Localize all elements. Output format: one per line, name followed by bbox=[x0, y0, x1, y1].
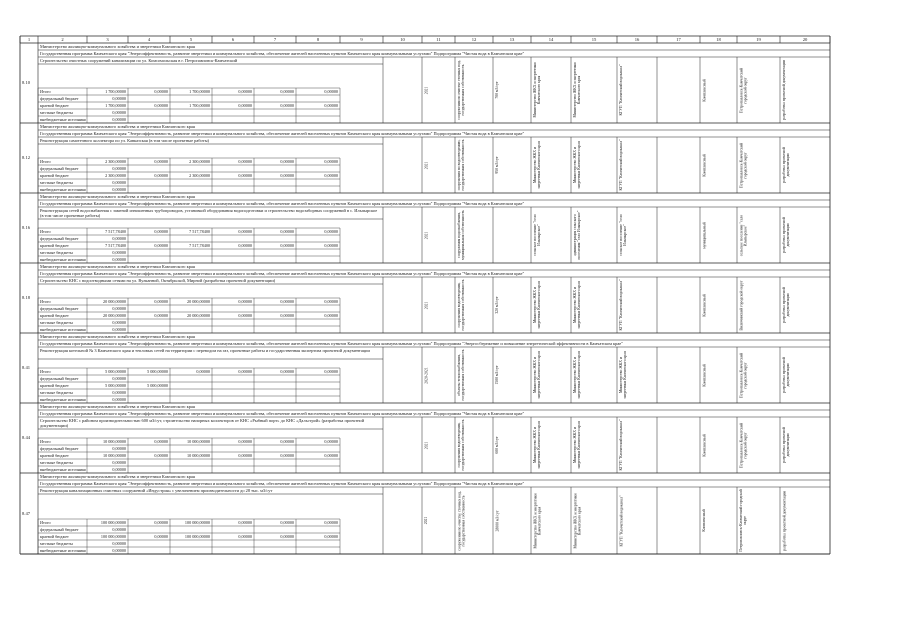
status-cell: разработка проектной документации bbox=[782, 217, 791, 253]
year-cell: 2021 bbox=[424, 86, 428, 94]
funding-amount: 5 000,00000 bbox=[105, 383, 126, 388]
column-number-header: 6 bbox=[231, 37, 235, 42]
funding-source-label: местные бюджеты bbox=[40, 320, 73, 325]
builder-cell: КГУП "Камчатский водоканал" bbox=[619, 494, 623, 547]
column-number-header: 2 bbox=[61, 37, 64, 42]
funding-amount: 10 000,00000 bbox=[102, 439, 126, 444]
column-number-header: 12 bbox=[471, 37, 477, 42]
year-cell: 2021 bbox=[424, 441, 428, 449]
funding-source-label: Итого bbox=[40, 439, 51, 444]
funding-amount: 10 000,00000 bbox=[186, 453, 210, 458]
capacity-cell: 950 м3/сут bbox=[495, 156, 499, 174]
funding-amount: 0,00000 bbox=[238, 453, 252, 458]
object-name: Реконструкция самотечного коллектора по ул. Кавказская (в том числе проектные работы) bbox=[40, 138, 210, 143]
ministry-title: Министерство жилищно-коммунального хозяйства и энергетики Камчатского края bbox=[40, 404, 195, 409]
funding-source-label: внебюджетные источники bbox=[40, 187, 86, 192]
operator-cell: Комплексный bbox=[702, 293, 706, 317]
funding-source-label: внебюджетные источники bbox=[40, 257, 86, 262]
funding-amount: 0,00000 bbox=[112, 187, 126, 192]
customer-cell: Министерство ЖКХ и энергетики Камчатского края bbox=[533, 62, 542, 118]
funding-amount: 0,00000 bbox=[280, 313, 294, 318]
funding-amount: 0,00000 bbox=[324, 243, 338, 248]
status-cell: разработка проектной документации bbox=[782, 357, 791, 393]
developer-cell: Министерство ЖКХ и энергетики Камчатского края bbox=[573, 351, 582, 399]
ministry-title: Министерство жилищно-коммунального хозяйства и энергетики Камчатского края bbox=[40, 334, 195, 339]
funding-amount: 0,00000 bbox=[324, 439, 338, 444]
developer-cell: Министерство ЖКХ и энергетики Камчатского края bbox=[573, 62, 582, 118]
year-cell: 2021 bbox=[424, 161, 428, 169]
funding-amount: 2 300,00000 bbox=[105, 159, 126, 164]
operator-cell: Комплексный bbox=[702, 78, 706, 102]
funding-amount: 0,00000 bbox=[154, 453, 168, 458]
program-title: Государственная программа Камчатского края "Энергоэффективность, развитие энергетики и коммунального хозяйства, обеспечение жителей населенных пунктов Камчатского края коммунальными услугами" Подпрограмма "Чистая вода в Камчатском крае" bbox=[40, 271, 525, 276]
capacity-cell: 28000 м3/сут bbox=[495, 510, 499, 531]
operator-cell: Комплексный bbox=[702, 363, 706, 387]
customer-cell: Министерство ЖКХ и энергетики Камчатского края bbox=[533, 493, 542, 548]
developer-cell: администрация сельского поселения "село Ильпырское" bbox=[573, 210, 582, 260]
funding-amount: 0,00000 bbox=[196, 369, 210, 374]
program-title: Государственная программа Камчатского края "Энергоэффективность, развитие энергетики и коммунального хозяйства, обеспечение жителей населенных пунктов Камчатского края коммунальными услугами" Подпрограмма "Энергосбережение и повышение энергетической эффективности в Камчатском крае" bbox=[40, 341, 624, 346]
status-cell: разработка проектной документации bbox=[782, 147, 791, 183]
column-number-header: 13 bbox=[509, 37, 515, 42]
purpose-cell: сооружения по очистке сточных вод, государственная собственность bbox=[457, 60, 466, 120]
municipality-cell: Петропавловск-Камчатский городской округ bbox=[739, 489, 748, 552]
municipality-cell: Петропавловск-Камчатский городской округ bbox=[739, 142, 748, 188]
ministry-title: Министерство жилищно-коммунального хозяйства и энергетики Камчатского края bbox=[40, 44, 195, 49]
column-number-header: 19 bbox=[756, 37, 761, 42]
row-number: 8.41 bbox=[22, 365, 31, 370]
funding-source-label: федеральный бюджет bbox=[40, 306, 79, 311]
funding-amount: 0,00000 bbox=[112, 320, 126, 325]
funding-amount: 0,00000 bbox=[112, 117, 126, 122]
column-number-header: 5 bbox=[189, 37, 193, 42]
capacity-cell: 1500 м3/сут bbox=[495, 365, 499, 385]
funding-source-label: Итого bbox=[40, 229, 51, 234]
ministry-title: Министерство жилищно-коммунального хозяйства и энергетики Камчатского края bbox=[40, 124, 195, 129]
municipality-cell: сельское поселение "село Ильпырское" bbox=[739, 214, 748, 256]
funding-source-label: Итого bbox=[40, 520, 51, 525]
funding-amount: 0,00000 bbox=[324, 173, 338, 178]
column-number-header: 1 bbox=[27, 37, 31, 42]
program-title: Государственная программа Камчатского края "Энергоэффективность, развитие энергетики и коммунального хозяйства, обеспечение жителей населенных пунктов Камчатского края коммунальными услугами" Подпрограмма "Чистая вода в Камчатском крае" bbox=[40, 51, 525, 56]
funding-amount: 0,00000 bbox=[112, 236, 126, 241]
funding-amount: 0,00000 bbox=[112, 96, 126, 101]
column-number-header: 8 bbox=[316, 37, 320, 42]
funding-source-label: местные бюджеты bbox=[40, 110, 73, 115]
funding-source-label: местные бюджеты bbox=[40, 541, 73, 546]
funding-amount: 0,00000 bbox=[280, 89, 294, 94]
funding-source-label: краевой бюджет bbox=[40, 383, 69, 388]
funding-amount: 0,00000 bbox=[238, 369, 252, 374]
capacity-cell: 700 м3/сут bbox=[495, 81, 499, 99]
funding-amount: 20 000,00000 bbox=[186, 313, 210, 318]
funding-amount: 0,00000 bbox=[280, 103, 294, 108]
funding-amount: 0,00000 bbox=[324, 313, 338, 318]
funding-amount: 0,00000 bbox=[112, 306, 126, 311]
object-name: Строительство очистных сооружений канализации по ул. Комсомольская в г. Петропавловск-Камчатский bbox=[40, 58, 238, 63]
funding-amount: 0,00000 bbox=[112, 460, 126, 465]
funding-amount: 0,00000 bbox=[238, 89, 252, 94]
funding-source-label: краевой бюджет bbox=[40, 103, 69, 108]
column-number-header: 18 bbox=[716, 37, 721, 42]
purpose-cell: объекты теплоснабжения, государственная собственность bbox=[457, 349, 466, 401]
funding-source-label: федеральный бюджет bbox=[40, 166, 79, 171]
funding-amount: 1 700,00000 bbox=[189, 103, 210, 108]
funding-amount: 0,00000 bbox=[280, 453, 294, 458]
funding-source-label: федеральный бюджет bbox=[40, 376, 79, 381]
funding-amount: 0,00000 bbox=[112, 110, 126, 115]
funding-source-label: краевой бюджет bbox=[40, 534, 69, 539]
municipality-cell: Вилючинский городской округ bbox=[739, 280, 743, 330]
funding-amount: 2 300,00000 bbox=[105, 173, 126, 178]
funding-amount: 0,00000 bbox=[324, 103, 338, 108]
funding-amount: 0,00000 bbox=[238, 520, 252, 525]
customer-cell: Министерство ЖКХ и энергетики Камчатского края bbox=[533, 351, 542, 399]
funding-amount: 0,00000 bbox=[238, 159, 252, 164]
funding-amount: 0,00000 bbox=[112, 446, 126, 451]
funding-amount: 0,00000 bbox=[112, 180, 126, 185]
funding-amount: 0,00000 bbox=[112, 250, 126, 255]
column-number-header: 11 bbox=[436, 37, 441, 42]
capacity-cell: 600 м3/сут bbox=[495, 436, 499, 454]
capacity-cell: 320 м3/сут bbox=[495, 296, 499, 314]
funding-amount: 0,00000 bbox=[112, 390, 126, 395]
funding-amount: 0,00000 bbox=[238, 299, 252, 304]
purpose-cell: сооружения водоотведения, государственная собственность bbox=[457, 419, 466, 471]
customer-cell: Министерство ЖКХ и энергетики Камчатского края bbox=[533, 281, 542, 329]
status-cell: разработка проектной документации bbox=[782, 427, 791, 463]
column-number-header: 7 bbox=[273, 37, 277, 42]
year-cell: 2020-2021 bbox=[424, 366, 428, 384]
builder-cell: Министерство ЖКХ и энергетики Камчатского края bbox=[619, 351, 628, 399]
funding-amount: 0,00000 bbox=[154, 439, 168, 444]
column-number-header: 10 bbox=[400, 37, 405, 42]
funding-source-label: внебюджетные источники bbox=[40, 397, 86, 402]
status-cell: разработка проектной документации bbox=[782, 60, 786, 120]
ministry-title: Министерство жилищно-коммунального хозяйства и энергетики Камчатского края bbox=[40, 474, 195, 479]
funding-amount: 0,00000 bbox=[280, 369, 294, 374]
column-number-header: 20 bbox=[802, 37, 808, 42]
funding-amount: 0,00000 bbox=[324, 229, 338, 234]
developer-cell: Министерство ЖКХ и энергетики Камчатского края bbox=[573, 141, 582, 189]
column-number-header: 16 bbox=[634, 37, 640, 42]
funding-amount: 0,00000 bbox=[324, 453, 338, 458]
builder-cell: КГУП "Камчатский водоканал" bbox=[619, 139, 623, 191]
funding-source-label: федеральный бюджет bbox=[40, 446, 79, 451]
funding-source-label: внебюджетные источники bbox=[40, 467, 86, 472]
funding-amount: 0,00000 bbox=[280, 299, 294, 304]
municipality-cell: Петропавловск-Камчатский городской округ bbox=[739, 422, 748, 468]
funding-source-label: местные бюджеты bbox=[40, 180, 73, 185]
row-number: 8.12 bbox=[22, 155, 31, 160]
funding-amount: 0,00000 bbox=[324, 89, 338, 94]
builder-cell: КГУП "Камчатский водоканал" bbox=[619, 279, 623, 331]
municipality-cell: Петропавловск-Камчатский городской округ bbox=[739, 352, 748, 398]
developer-cell: Министерство ЖКХ и энергетики Камчатского края bbox=[573, 281, 582, 329]
developer-cell: Министерство ЖКХ и энергетики Камчатского края bbox=[573, 493, 582, 548]
ministry-title: Министерство жилищно-коммунального хозяйства и энергетики Камчатского края bbox=[40, 264, 195, 269]
funding-amount: 0,00000 bbox=[112, 166, 126, 171]
funding-amount: 7 517,78400 bbox=[105, 243, 126, 248]
funding-amount: 10 000,00000 bbox=[186, 439, 210, 444]
funding-source-label: Итого bbox=[40, 89, 51, 94]
municipality-cell: Петропавловск-Камчатский городской округ bbox=[739, 67, 748, 113]
customer-cell: Министерство ЖКХ и энергетики Камчатского края bbox=[533, 141, 542, 189]
column-number-header: 3 bbox=[106, 37, 109, 42]
funding-amount: 0,00000 bbox=[112, 327, 126, 332]
purpose-cell: сооружения по водоотведению, государственная собственность bbox=[457, 139, 466, 191]
funding-amount: 2 300,00000 bbox=[189, 159, 210, 164]
row-number: 8.18 bbox=[22, 295, 31, 300]
developer-cell: Министерство ЖКХ и энергетики Камчатского края bbox=[573, 421, 582, 469]
funding-source-label: внебюджетные источники bbox=[40, 548, 86, 553]
funding-amount: 100 000,00000 bbox=[100, 534, 126, 539]
funding-source-label: местные бюджеты bbox=[40, 460, 73, 465]
customer-cell: сельское поселение "село Ильпырское" bbox=[533, 214, 542, 256]
status-cell: разработка проектной документации bbox=[782, 490, 786, 551]
funding-amount: 0,00000 bbox=[280, 159, 294, 164]
operator-cell: Комплексный bbox=[702, 509, 706, 532]
funding-amount: 100 000,00000 bbox=[184, 520, 210, 525]
object-name: Реконструкция сетей водоснабжения с заменой изношенных трубопроводов, установкой оборудования водоподготовки и строительство водозаборных сооружений в с. Ильпырское (в том числе проектные работы) bbox=[40, 208, 378, 218]
funding-amount: 0,00000 bbox=[280, 173, 294, 178]
funding-source-label: внебюджетные источники bbox=[40, 117, 86, 122]
builder-cell: КГУП "Камчатский водоканал" bbox=[619, 64, 623, 116]
funding-source-label: федеральный бюджет bbox=[40, 96, 79, 101]
row-number: 8.47 bbox=[22, 510, 31, 516]
year-cell: 2021 bbox=[424, 516, 428, 525]
funding-amount: 0,00000 bbox=[154, 534, 168, 539]
funding-amount: 20 000,00000 bbox=[102, 313, 126, 318]
program-title: Государственная программа Камчатского края "Энергоэффективность, развитие энергетики и коммунального хозяйства, обеспечение жителей населенных пунктов Камчатского края коммунальными услугами" Подпрограмма "Чистая вода в Камчатском крае" bbox=[40, 481, 525, 486]
funding-amount: 7 517,78400 bbox=[105, 229, 126, 234]
funding-amount: 0,00000 bbox=[238, 534, 252, 539]
object-name: Строительство КНС с районом производительностью 600 м3/сут, строительство напорных коллекторов от КНС «Рыбный порт» до КНС «Дальстрой» (разработка проектной документации) bbox=[40, 418, 365, 428]
funding-amount: 2 300,00000 bbox=[189, 173, 210, 178]
program-title: Государственная программа Камчатского края "Энергоэффективность, развитие энергетики и коммунального хозяйства, обеспечение жителей населенных пунктов Камчатского края коммунальными услугами" Подпрограмма "Чистая вода в Камчатском крае" bbox=[40, 201, 525, 206]
funding-amount: 0,00000 bbox=[324, 520, 338, 525]
funding-amount: 0,00000 bbox=[154, 159, 168, 164]
funding-amount: 0,00000 bbox=[238, 103, 252, 108]
funding-amount: 1 700,00000 bbox=[189, 89, 210, 94]
column-number-header: 4 bbox=[147, 37, 151, 42]
funding-amount: 0,00000 bbox=[154, 173, 168, 178]
funding-amount: 1 700,00000 bbox=[105, 103, 126, 108]
purpose-cell: сооружения водоснабжения, муниципальная собственность bbox=[457, 210, 466, 260]
funding-amount: 10 000,00000 bbox=[102, 453, 126, 458]
funding-amount: 0,00000 bbox=[280, 229, 294, 234]
row-number: 8.10 bbox=[22, 80, 31, 85]
object-name: Реконструкция канализационных очистных сооружений «Индустрия» с увеличением производительности до 28 тыс. м3/сут bbox=[40, 488, 273, 493]
object-name: Реконструкция котельной № 3 Камчатского края и тепловых сетей на территории с переводом на газ, проектные работы и государственная экспертиза проектной документации bbox=[40, 348, 370, 353]
customer-cell: Министерство ЖКХ и энергетики Камчатского края bbox=[533, 421, 542, 469]
year-cell: 2021 bbox=[424, 231, 428, 239]
funding-amount: 0,00000 bbox=[280, 520, 294, 525]
funding-amount: 5 000,00000 bbox=[147, 369, 168, 374]
funding-amount: 0,00000 bbox=[238, 229, 252, 234]
funding-amount: 5 000,00000 bbox=[105, 369, 126, 374]
funding-amount: 0,00000 bbox=[324, 159, 338, 164]
column-number-header: 15 bbox=[591, 37, 597, 42]
funding-amount: 100 000,00000 bbox=[100, 520, 126, 525]
funding-amount: 0,00000 bbox=[238, 313, 252, 318]
funding-amount: 0,00000 bbox=[112, 548, 126, 553]
funding-source-label: федеральный бюджет bbox=[40, 527, 79, 532]
funding-source-label: Итого bbox=[40, 159, 51, 164]
year-cell: 2021 bbox=[424, 301, 428, 309]
funding-amount: 20 000,00000 bbox=[102, 299, 126, 304]
funding-source-label: краевой бюджет bbox=[40, 313, 69, 318]
funding-amount: 0,00000 bbox=[154, 520, 168, 525]
funding-source-label: краевой бюджет bbox=[40, 243, 69, 248]
status-cell: разработка проектной документации bbox=[782, 287, 791, 323]
funding-source-label: Итого bbox=[40, 299, 51, 304]
column-number-header: 17 bbox=[676, 37, 681, 42]
program-title: Государственная программа Камчатского края "Энергоэффективность, развитие энергетики и коммунального хозяйства, обеспечение жителей населенных пунктов Камчатского края коммунальными услугами" Подпрограмма "Чистая вода в Камчатском крае" bbox=[40, 131, 525, 136]
funding-amount: 0,00000 bbox=[238, 243, 252, 248]
funding-amount: 0,00000 bbox=[324, 534, 338, 539]
funding-amount: 0,00000 bbox=[280, 243, 294, 248]
funding-amount: 1 700,00000 bbox=[105, 89, 126, 94]
operator-cell: Комплексный bbox=[702, 433, 706, 457]
funding-amount: 100 000,00000 bbox=[184, 534, 210, 539]
purpose-cell: сооружения водоотведения, государственная собственность bbox=[457, 279, 466, 331]
program-title: Государственная программа Камчатского края "Энергоэффективность, развитие энергетики и коммунального хозяйства, обеспечение жителей населенных пунктов Камчатского края коммунальными услугами" Подпрограмма "Чистая вода в Камчатском крае" bbox=[40, 411, 525, 416]
ministry-title: Министерство жилищно-коммунального хозяйства и энергетики Камчатского края bbox=[40, 194, 195, 199]
funding-amount: 0,00000 bbox=[154, 243, 168, 248]
funding-amount: 0,00000 bbox=[112, 397, 126, 402]
funding-amount: 0,00000 bbox=[112, 257, 126, 262]
funding-amount: 0,00000 bbox=[324, 369, 338, 374]
funding-source-label: внебюджетные источники bbox=[40, 327, 86, 332]
column-number-header: 9 bbox=[360, 37, 363, 42]
purpose-cell: сооружения по очистке сточных вод, государственная собственность bbox=[457, 490, 466, 551]
object-name: Строительство КНС с водоотводными сетями на ул. Вулканной, Октябрьской, Мирной (разработка проектной документации) bbox=[40, 278, 276, 283]
funding-amount: 0,00000 bbox=[238, 173, 252, 178]
funding-amount: 7 517,78400 bbox=[189, 243, 210, 248]
funding-amount: 0,00000 bbox=[112, 467, 126, 472]
funding-amount: 0,00000 bbox=[324, 299, 338, 304]
funding-source-label: местные бюджеты bbox=[40, 390, 73, 395]
funding-amount: 5 000,00000 bbox=[147, 383, 168, 388]
funding-amount: 0,00000 bbox=[280, 534, 294, 539]
row-number: 8.44 bbox=[22, 435, 31, 440]
funding-amount: 0,00000 bbox=[112, 541, 126, 546]
capacity-cell bbox=[495, 209, 529, 261]
funding-source-label: краевой бюджет bbox=[40, 453, 69, 458]
builder-cell: КГУП "Камчатский водоканал" bbox=[619, 419, 623, 471]
funding-amount: 0,00000 bbox=[280, 439, 294, 444]
funding-amount: 0,00000 bbox=[112, 527, 126, 532]
funding-amount: 0,00000 bbox=[238, 439, 252, 444]
funding-amount: 0,00000 bbox=[154, 229, 168, 234]
funding-source-label: местные бюджеты bbox=[40, 250, 73, 255]
funding-source-label: федеральный бюджет bbox=[40, 236, 79, 241]
funding-amount: 0,00000 bbox=[154, 299, 168, 304]
funding-source-label: краевой бюджет bbox=[40, 173, 69, 178]
builder-cell: сельское поселение "село Ильпырское" bbox=[619, 214, 628, 256]
row-number: 8.16 bbox=[22, 225, 31, 230]
funding-amount: 0,00000 bbox=[154, 103, 168, 108]
funding-amount: 7 517,78400 bbox=[189, 229, 210, 234]
column-number-header: 14 bbox=[548, 37, 554, 42]
funding-amount: 0,00000 bbox=[154, 313, 168, 318]
operator-cell: муниципальный bbox=[702, 221, 706, 249]
funding-amount: 0,00000 bbox=[154, 89, 168, 94]
funding-amount: 20 000,00000 bbox=[186, 299, 210, 304]
funding-amount: 0,00000 bbox=[112, 376, 126, 381]
operator-cell: Комплексный bbox=[702, 153, 706, 177]
funding-source-label: Итого bbox=[40, 369, 51, 374]
